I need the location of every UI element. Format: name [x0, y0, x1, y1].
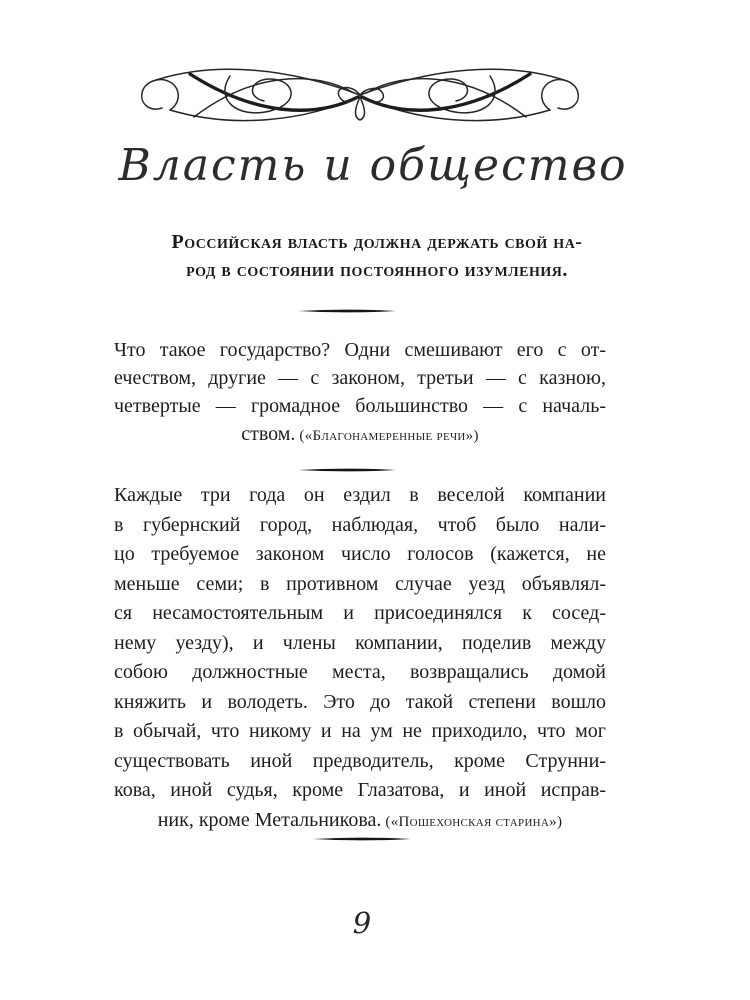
tapered-rule-icon: [297, 467, 397, 473]
quote-line: ся несамостоятельным и присоединялся к сосед-: [114, 602, 606, 624]
quote-line: в губернский город, наблюдая, чтоб было нали-: [114, 513, 606, 536]
quote-line: цо требуемое законом число голосов (кажется, не: [114, 543, 606, 565]
page-number: 9: [352, 906, 372, 940]
quote-line: ечеством, другие — с законом, третьи — с казною,: [114, 367, 606, 389]
quote-1-lines: [114, 336, 606, 420]
quote-1-ending: ством.: [241, 423, 296, 445]
quote-line: Каждые три года он ездил в веселой компании: [114, 484, 606, 506]
quote-block-2: [114, 481, 606, 837]
chapter-title: Власть и общество: [118, 140, 628, 191]
epigraph: [77, 228, 677, 284]
tapered-rule-icon: [297, 308, 397, 314]
quote-line: меньше семи; в противном случае уезд объявлял-: [114, 572, 606, 595]
quote-line: Что такое государство? Одни смешивают его с от-: [114, 339, 606, 361]
quote-line: четвертые — громадное большинство — с началь-: [114, 395, 606, 417]
epigraph-line-2: род в состоянии постоянного изумления.: [186, 259, 568, 281]
quote-line: княжить и володеть. Это до такой степени вошло: [114, 690, 606, 713]
quote-1-last-line: [114, 420, 606, 450]
quote-line: собою должностные места, возвращались домой: [114, 661, 606, 683]
quote-2-last-line: [114, 806, 606, 838]
quote-2-ending: ник, кроме Метальникова.: [157, 808, 382, 831]
quote-line: существовать иной предводитель, кроме Струнни-: [114, 749, 606, 772]
tapered-rule-icon: [312, 836, 412, 842]
quote-line: в обычай, что никому и на ум не приходило, что мог: [114, 720, 606, 742]
quote-2-lines: [114, 481, 606, 806]
quote-1-source: («Благонамеренные речи»): [299, 428, 479, 444]
quote-block-1: [114, 336, 606, 450]
quote-2-source: («Пошехонская старина»): [385, 813, 563, 830]
calligraphic-flourish-icon: [132, 66, 588, 128]
epigraph-line-1: Российская власть должна держать свой на-: [171, 231, 583, 253]
quote-line: кова, иной судья, кроме Глазатова, и иной исправ-: [114, 779, 606, 801]
quote-line: нему уезду), и члены компании, поделив между: [114, 631, 606, 654]
